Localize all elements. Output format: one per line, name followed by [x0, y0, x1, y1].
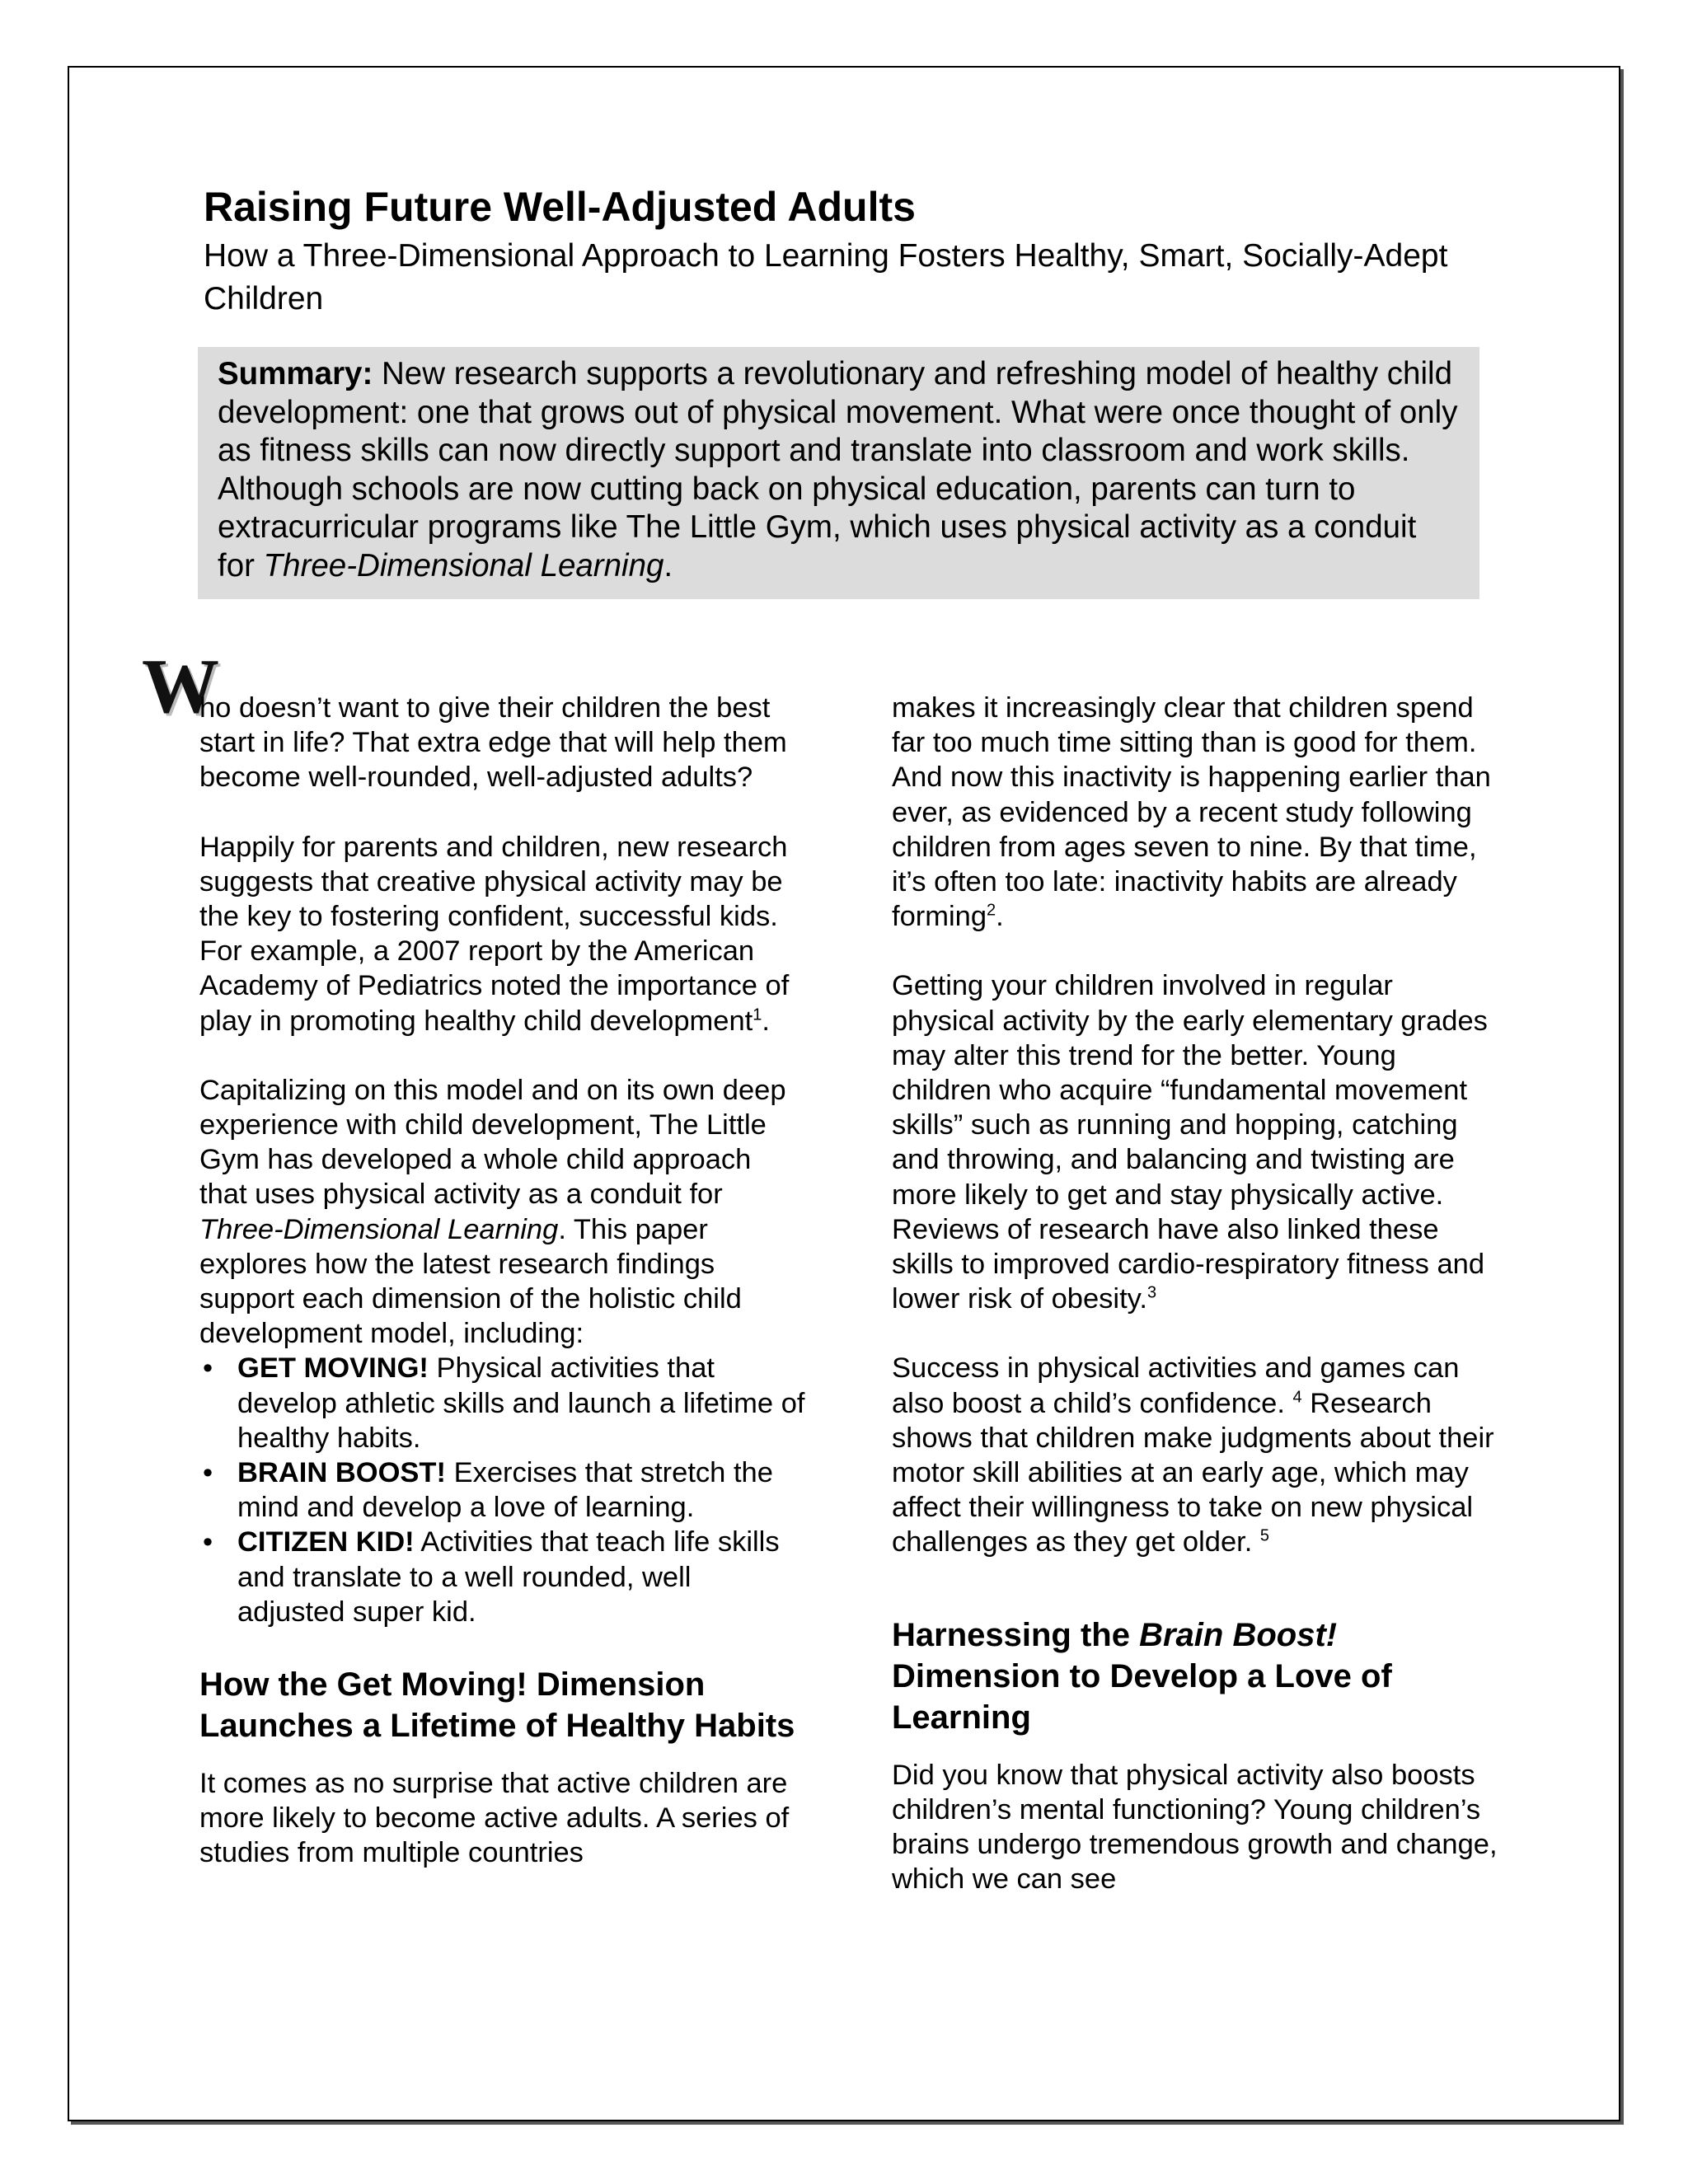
footnote-ref: 2: [987, 901, 996, 920]
footnote-ref: 1: [753, 1005, 762, 1024]
heading-text: Harnessing the: [892, 1616, 1140, 1653]
list-item: [199, 1455, 805, 1525]
right-column: [892, 691, 1502, 1931]
get-moving-paragraph: It comes as no surprise that active children are more likely to become active adults. A series of studies from multiple countries: [199, 1768, 790, 1869]
play-research-paragraph: [199, 830, 805, 1038]
document-subtitle: How a Three-Dimensional Approach to Learning Fosters Healthy, Smart, Socially-Adept Children: [204, 238, 1448, 316]
list-item-bold: CITIZEN KID!: [237, 1526, 415, 1558]
list-item-bold: BRAIN BOOST!: [237, 1457, 446, 1489]
paragraph-text: Success in physical activities and games can also boost a child’s confidence.: [892, 1352, 1460, 1419]
summary-text: New research supports a revolutionary and refreshing model of healthy child development: one that grows out of physical movement. What were once thought of only as fitness skills can now directly support and translate into classroom and work skills. Although schools are now cutting back on physical education, parents can turn to extracurricular programs like The Little Gym, which uses physical activity as a conduit for: [218, 356, 1458, 583]
heading-text: Dimension to Develop a Love of Learning: [892, 1657, 1392, 1736]
list-item: [199, 1351, 805, 1455]
left-column: [199, 691, 805, 1905]
list-item-text: Activities that teach life skills and translate to a well rounded, well adjusted super kid.: [237, 1526, 780, 1628]
intro-paragraph: ho doesn’t want to give their children the best start in life? That extra edge that will help them become well-rounded, well-adjusted adults?: [199, 692, 787, 794]
paragraph-text: Capitalizing on this model and on its own deep experience with child development, The Little Gym has developed a whole child approach that uses physical activity as a conduit for: [199, 1074, 786, 1211]
footnote-ref: 3: [1146, 1283, 1157, 1302]
footnote-ref: 5: [1259, 1526, 1270, 1545]
summary-box: [198, 347, 1479, 599]
paragraph-text: . This paper explores how the latest research findings support each dimension of the holistic child development model, including:: [199, 1213, 742, 1350]
summary-emphasis: Three-Dimensional Learning: [263, 547, 664, 583]
summary-label: Summary:: [218, 356, 373, 391]
paragraph-text: makes it increasingly clear that children spend far too much time sitting than is good for them. And now this inactivity is happening earlier than ever, as evidenced by a recent study following children from ages seven to nine. By that time, it’s often too late: inactivity habits are already forming: [892, 692, 1491, 933]
model-paragraph: [199, 1073, 805, 1352]
movement-skills-paragraph: [892, 968, 1502, 1316]
paragraph-emphasis: Three-Dimensional Learning: [199, 1213, 559, 1245]
list-item: [199, 1525, 805, 1629]
brain-boost-paragraph: Did you know that physical activity also boosts children’s mental functioning? Young children’s brains undergo tremendous growth and change, which we can see: [892, 1759, 1498, 1896]
footnote-ref: 4: [1292, 1388, 1302, 1407]
section-heading-get-moving: How the Get Moving! Dimension Launches a Lifetime of Healthy Habits: [199, 1666, 795, 1745]
heading-emphasis: Brain Boost!: [1139, 1616, 1338, 1653]
paragraph-end: .: [762, 1005, 770, 1037]
paragraph-text: Getting your children involved in regular physical activity by the early elementary grades may alter this trend for the better. Young children who acquire “fundamental movement skills” such as running and hopping, catching and throwing, and balancing and twisting are more likely to get and stay physically active. Reviews of research have also linked these skills to improved cardio-respiratory fitness and lower risk of obesity.: [892, 970, 1488, 1315]
paragraph-text: Research shows that children make judgments about their motor skill abilities at an early age, which may affect their willingness to take on new physical challenges as they get older.: [892, 1387, 1494, 1558]
list-item-bold: GET MOVING!: [237, 1352, 429, 1385]
paragraph-end: .: [996, 901, 1004, 933]
document-title: Raising Future Well-Adjusted Adults: [204, 184, 916, 230]
inactivity-paragraph: [892, 691, 1502, 934]
paragraph-text: Happily for parents and children, new research suggests that creative physical activity may be the key to fostering confident, successful kids. For example, a 2007 report by the American Academy of Pediatrics noted the importance of play in promoting healthy child development: [199, 831, 790, 1037]
list-item-text: Physical activities that develop athletic skills and launch a lifetime of healthy habits.: [237, 1352, 805, 1454]
summary-end: .: [663, 547, 673, 583]
dimension-list: [199, 1351, 805, 1629]
confidence-paragraph: [892, 1351, 1502, 1559]
drop-cap: W: [142, 644, 219, 729]
section-heading-brain-boost: [892, 1615, 1502, 1738]
list-item-text: Exercises that stretch the mind and develop a love of learning.: [237, 1457, 773, 1524]
